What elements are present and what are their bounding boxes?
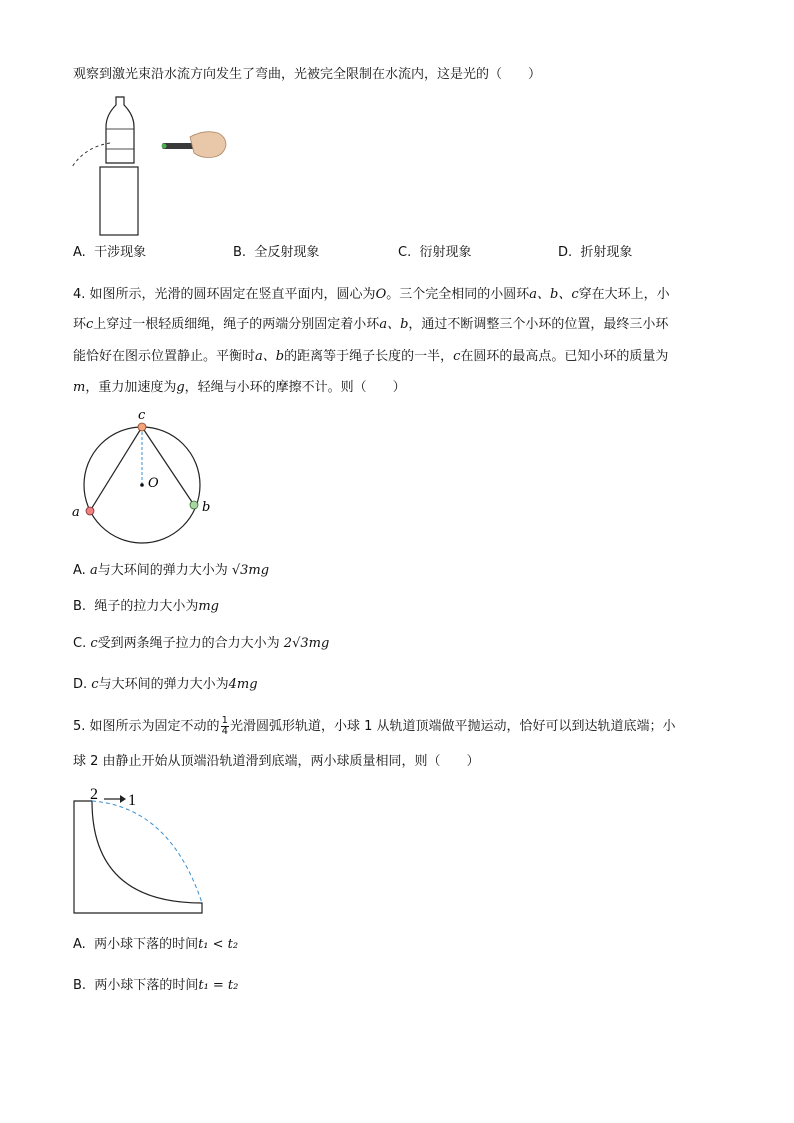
label-b: b: [202, 500, 211, 515]
q4-option-b[interactable]: B. 绳子的拉力大小为mg: [73, 599, 219, 614]
label-2: 2: [90, 786, 98, 803]
q3-option-c[interactable]: C. 衍射现象: [398, 245, 472, 260]
q3-option-b[interactable]: B. 全反射现象: [233, 245, 320, 260]
q4-option-a[interactable]: A. a与大环间的弹力大小为 √3mg: [73, 563, 270, 578]
label-c: c: [138, 408, 146, 423]
q5-stem-line1: 5. 如图所示为固定不动的 $\frac{1}{4}$ 光滑圆弧形轨道，小球 1 从轨道顶端做平抛运动，恰好可以到达轨道底端；小: [73, 715, 676, 737]
label-a: a: [72, 505, 80, 520]
label-1: 1: [128, 792, 136, 809]
q3-option-d[interactable]: D. 折射现象: [558, 245, 633, 260]
q5-figure-track: [70, 783, 210, 919]
fraction-one-quarter: $\frac{1}{4}$: [221, 715, 228, 737]
q5-option-a[interactable]: A. 两小球下落的时间t₁ < t₂: [73, 937, 239, 952]
label-O: O: [148, 476, 159, 491]
q3-option-a[interactable]: A. 干涉现象: [73, 245, 147, 260]
q3-figure-bottle-laser: [70, 95, 230, 240]
q3-stem: 观察到激光束沿水流方向发生了弯曲，光被完全限制在水流内，这是光的（ ）: [73, 67, 542, 82]
q5-stem-line2: 球 2 由静止开始从顶端沿轨道滑到底端，两小球质量相同，则（ ）: [73, 754, 480, 769]
q4-stem-line4: m，重力加速度为g，轻绳与小环的摩擦不计。则（ ）: [73, 380, 406, 395]
q4-option-d[interactable]: D. c与大环间的弹力大小为4mg: [73, 677, 258, 692]
q4-stem-line2: 环c上穿过一根轻质细绳，绳子的两端分别固定着小环a、b，通过不断调整三个小环的位置，最终三小环: [73, 317, 669, 332]
q4-option-c[interactable]: C. c受到两条绳子拉力的合力大小为 2√3mg: [73, 636, 330, 651]
q5-option-b[interactable]: B. 两小球下落的时间t₁ = t₂: [73, 978, 239, 993]
q4-figure-ring: [70, 405, 220, 555]
q4-stem-line3: 能恰好在图示位置静止。平衡时a、b的距离等于绳子长度的一半，c在圆环的最高点。已知小环的质量为: [73, 349, 669, 364]
q4-stem-line1: 4. 如图所示，光滑的圆环固定在竖直平面内，圆心为O。三个完全相同的小圆环a、b、c穿在大环上，小: [73, 287, 670, 302]
